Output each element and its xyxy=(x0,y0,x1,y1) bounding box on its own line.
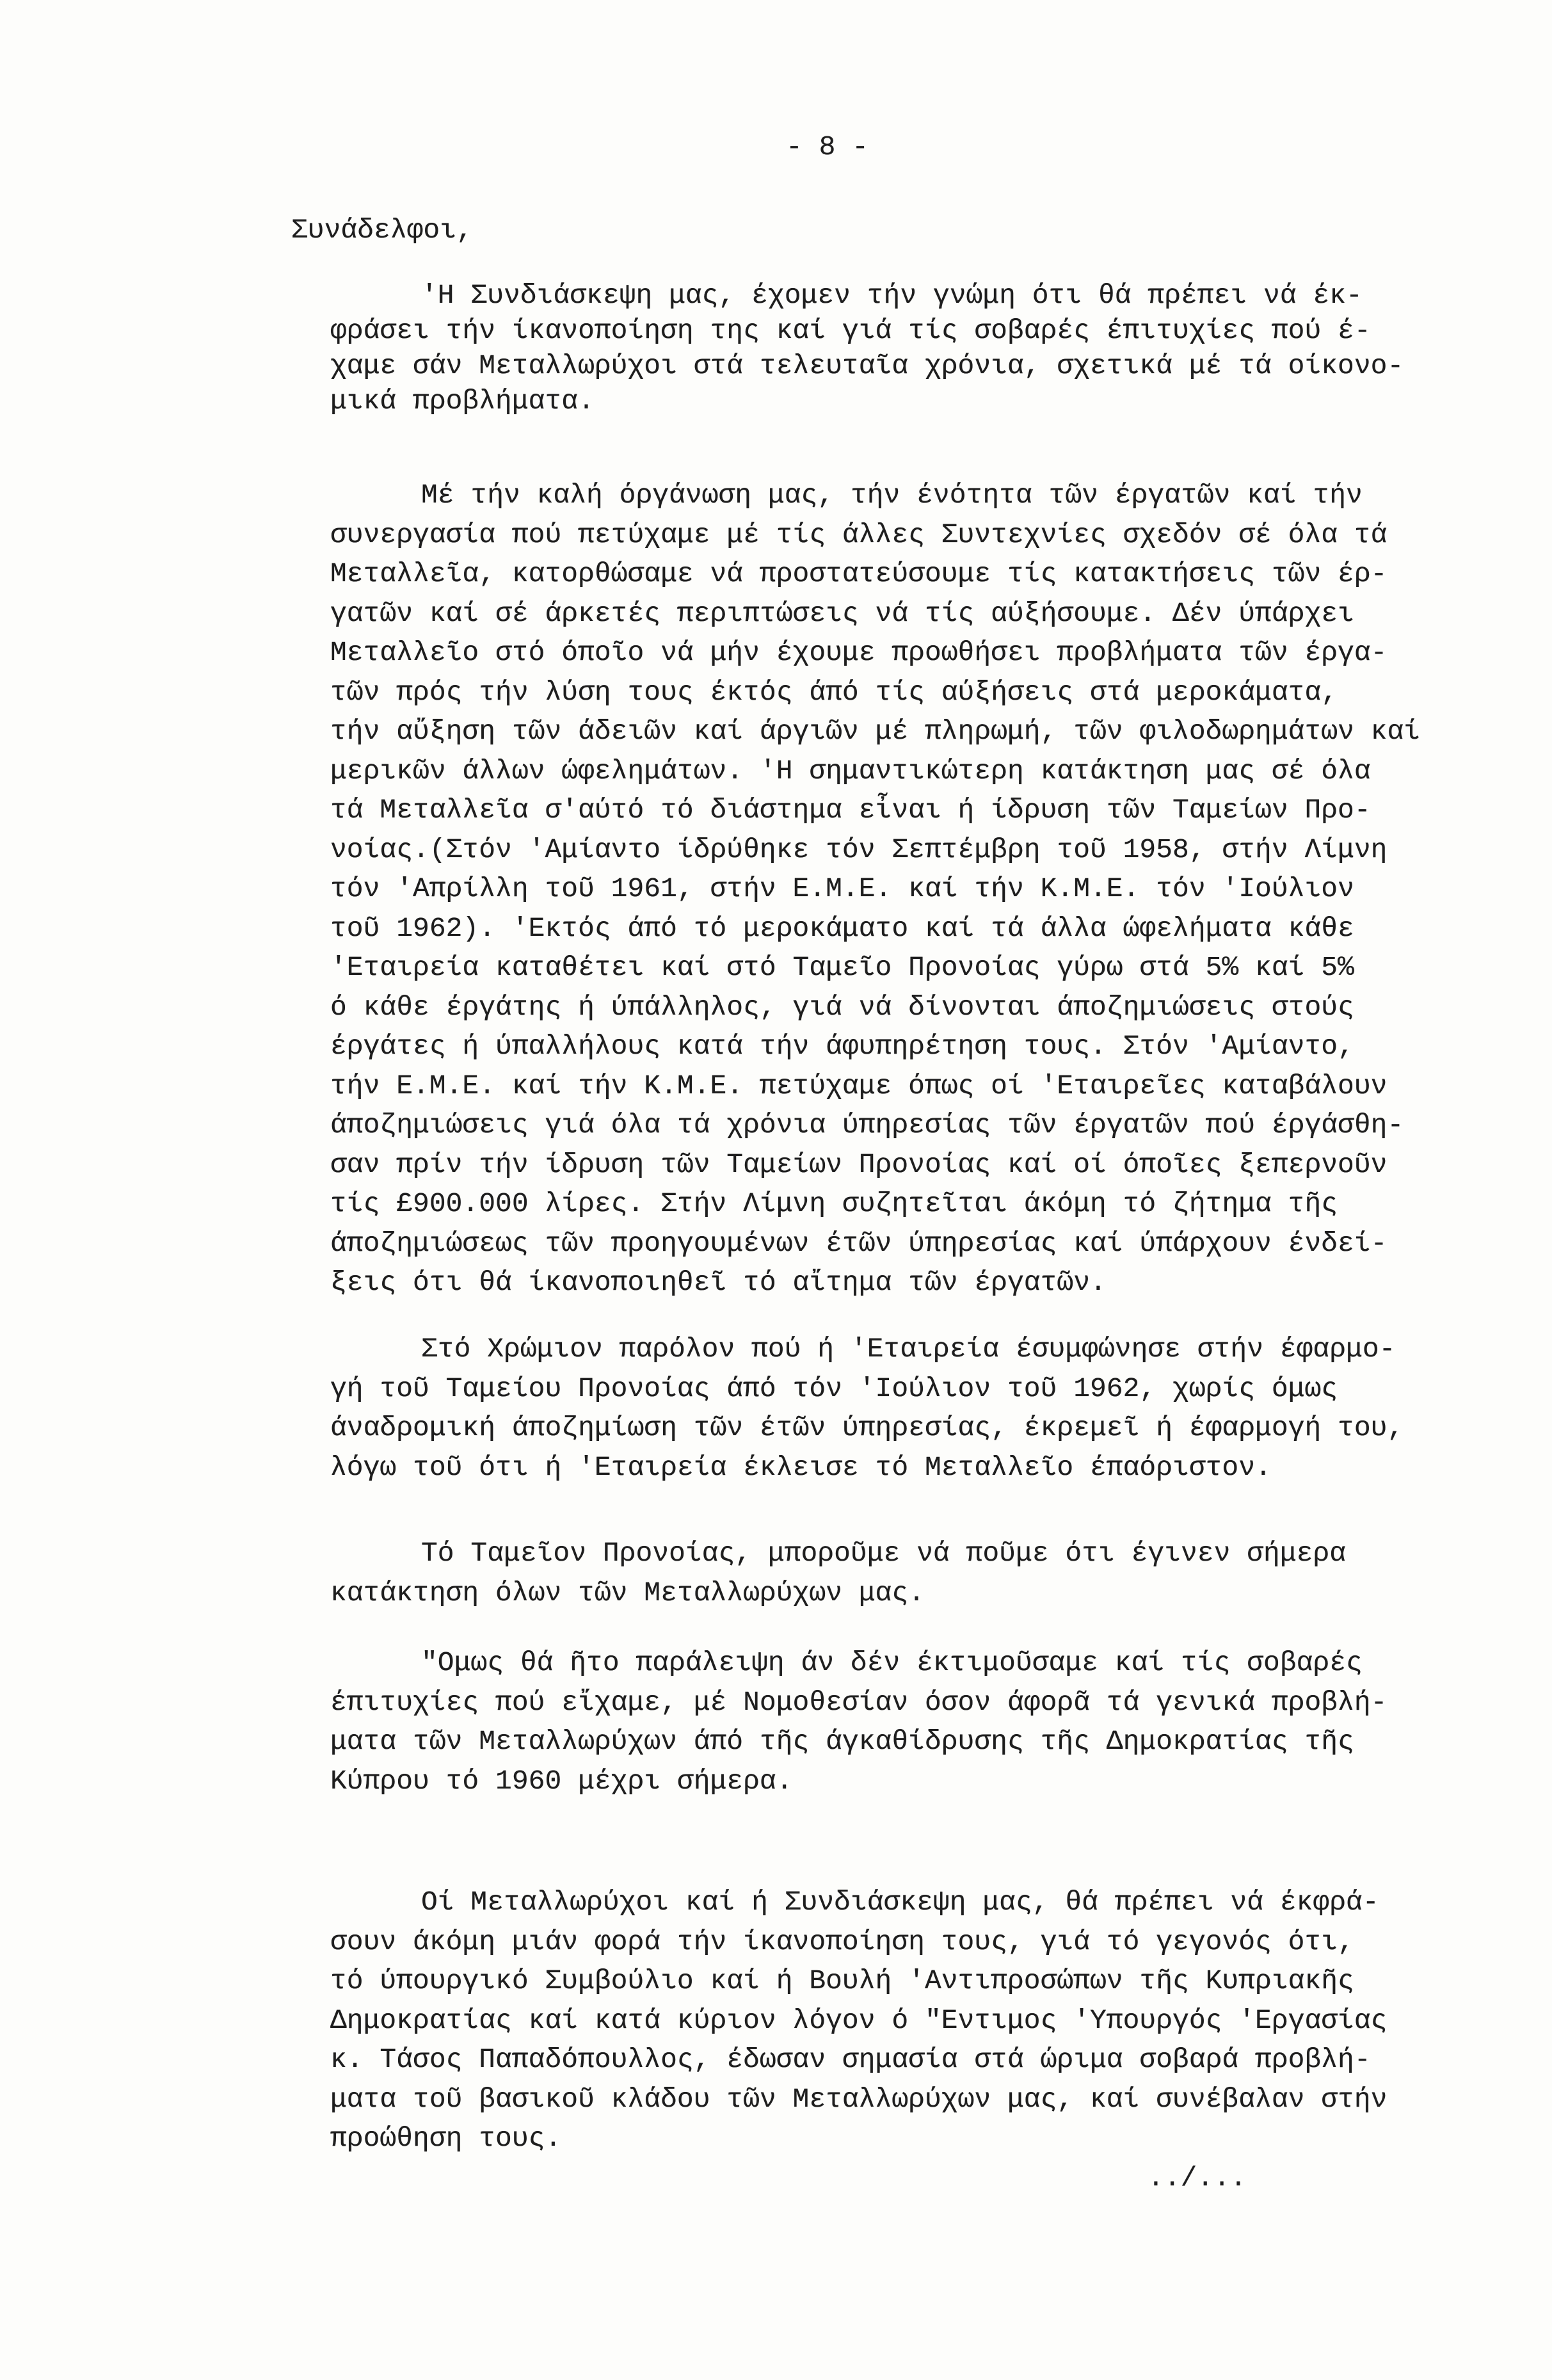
paragraph-4 xyxy=(330,1534,1521,1612)
page-number: - 8 - xyxy=(786,131,869,163)
text-line: τοῦ 1962). 'Εκτός άπό τό μεροκάματο καί τά άλλα ώφελήματα κάθε xyxy=(330,912,1354,944)
paragraph-3 xyxy=(330,1330,1521,1487)
text-line: ματα τοῦ βασικοῦ κλάδου τῶν Μεταλλωρύχων μας, καί συνέβαλαν στήν xyxy=(330,2083,1388,2115)
text-line: τήν αὔξηση τῶν άδειῶν καί άργιῶν μέ πληρωμή, τῶν φιλοδωρημάτων καί xyxy=(330,716,1421,747)
text-line: Μέ τήν καλή όργάνωση μας, τήν ένότητα τῶν έργατῶν καί τήν xyxy=(421,479,1363,511)
text-line: τήν Ε.Μ.Ε. καί τήν Κ.Μ.Ε. πετύχαμε όπως οί 'Εταιρεῖες καταβάλουν xyxy=(330,1070,1388,1102)
salutation: Συνάδελφοι, xyxy=(291,214,473,246)
paragraph-1 xyxy=(330,278,1521,419)
text-line: τά Μεταλλεῖα σ'αύτό τό διάστημα εἶναι ή ίδρυση τῶν Ταμείων Προ- xyxy=(330,794,1371,826)
continuation-mark: ../... xyxy=(1148,2162,1247,2194)
text-line: 'Εταιρεία καταθέτει καί στό Ταμεῖο Προνοίας γύρω στά 5% καί 5% xyxy=(330,952,1354,983)
text-line: άποζημιώσεως τῶν προηγουμένων έτῶν ύπηρεσίας καί ύπάρχουν ένδεί- xyxy=(330,1227,1388,1259)
paragraph-6 xyxy=(330,1883,1521,2159)
text-line: μερικῶν άλλων ώφελημάτων. 'Η σημαντικώτερη κατάκτηση μας σέ όλα xyxy=(330,755,1371,787)
text-line: ξεις ότι θά ίκανοποιηθεῖ τό αἴτημα τῶν έργατῶν. xyxy=(330,1267,1107,1298)
paragraph-5 xyxy=(330,1643,1521,1801)
text-line: ό κάθε έργάτης ή ύπάλληλος, γιά νά δίνονται άποζημιώσεις στούς xyxy=(330,991,1354,1023)
text-line: 'Η Συνδιάσκεψη μας, έχομεν τήν γνώμη ότι θά πρέπει νά έκ- xyxy=(421,280,1363,311)
text-line: σουν άκόμη μιάν φορά τήν ίκανοποίηση τους, γιά τό γεγονός ότι, xyxy=(330,1926,1354,1958)
text-line: "Ομως θά ῆτο παράλειψη άν δέν έκτιμοῦσαμε καί τίς σοβαρές xyxy=(421,1647,1363,1678)
text-line: άποζημιώσεις γιά όλα τά χρόνια ύπηρεσίας τῶν έργατῶν πού έργάσθη- xyxy=(330,1109,1404,1141)
text-line: τῶν πρός τήν λύση τους έκτός άπό τίς αύξήσεις στά μεροκάματα, xyxy=(330,676,1338,708)
text-line: τίς £900.000 λίρες. Στήν Λίμνη συζητεῖται άκόμη τό ζήτημα τῆς xyxy=(330,1188,1338,1219)
text-line: λόγω τοῦ ότι ή 'Εταιρεία έκλεισε τό Μεταλλεῖο έπαόριστον. xyxy=(330,1451,1272,1483)
paragraph-2 xyxy=(330,476,1521,1303)
text-line: συνεργασία πού πετύχαμε μέ τίς άλλες Συντεχνίες σχεδόν σέ όλα τά xyxy=(330,519,1388,551)
text-line: προώθηση τους. xyxy=(330,2123,562,2154)
text-line: τόν 'Απρίλλη τοῦ 1961, στήν Ε.Μ.Ε. καί τήν Κ.Μ.Ε. τόν 'Ιούλιον xyxy=(330,873,1354,905)
text-line: νοίας.(Στόν 'Αμίαντο ίδρύθηκε τόν Σεπτέμβρη τοῦ 1958, στήν Λίμνη xyxy=(330,833,1388,865)
text-line: Οί Μεταλλωρύχοι καί ή Συνδιάσκεψη μας, θά πρέπει νά έκφρά- xyxy=(421,1886,1379,1918)
text-line: μικά προβλήματα. xyxy=(330,385,595,417)
text-line: σαν πρίν τήν ίδρυση τῶν Ταμείων Προνοίας καί οί όποῖες ξεπερνοῦν xyxy=(330,1148,1388,1180)
text-line: Μεταλλεῖα, κατορθώσαμε νά προστατεύσουμε τίς κατακτήσεις τῶν έρ- xyxy=(330,558,1388,590)
text-line: γατῶν καί σέ άρκετές περιπτώσεις νά τίς αύξήσουμε. Δέν ύπάρχει xyxy=(330,597,1354,629)
text-line: έπιτυχίες πού εἴχαμε, μέ Νομοθεσίαν όσον άφορᾶ τά γενικά προβλή- xyxy=(330,1686,1388,1718)
text-line: κ. Τάσος Παπαδόπουλλος, έδωσαν σημασία στά ώριμα σοβαρά προβλή- xyxy=(330,2044,1371,2075)
text-line: άναδρομική άποζημίωση τῶν έτῶν ύπηρεσίας, έκρεμεῖ ή έφαρμογή του, xyxy=(330,1412,1404,1443)
text-line: κατάκτηση όλων τῶν Μεταλλωρύχων μας. xyxy=(330,1577,925,1609)
text-line: Μεταλλεῖο στό όποῖο νά μήν έχουμε προωθήσει προβλήματα τῶν έργα- xyxy=(330,637,1388,668)
text-line: Δημοκρατίας καί κατά κύριον λόγον ό "Εντιμος 'Υπουργός 'Εργασίας xyxy=(330,2004,1388,2036)
text-line: χαμε σάν Μεταλλωρύχοι στά τελευταῖα χρόνια, σχετικά μέ τά οίκονο- xyxy=(330,350,1404,382)
text-line: τό ύπουργικό Συμβούλιο καί ή Βουλή 'Αντιπροσώπων τῆς Κυπριακῆς xyxy=(330,1965,1354,1997)
text-line: γή τοῦ Ταμείου Προνοίας άπό τόν 'Ιούλιον τοῦ 1962, χωρίς όμως xyxy=(330,1372,1338,1404)
text-line: ματα τῶν Μεταλλωρύχων άπό τῆς άγκαθίδρυσης τῆς Δημοκρατίας τῆς xyxy=(330,1726,1354,1757)
text-line: φράσει τήν ίκανοποίηση της καί γιά τίς σοβαρές έπιτυχίες πού έ- xyxy=(330,315,1371,346)
text-line: Κύπρου τό 1960 μέχρι σήμερα. xyxy=(330,1765,793,1797)
text-line: έργάτες ή ύπαλλήλους κατά τήν άφυπηρέτηση τους. Στόν 'Αμίαντο, xyxy=(330,1031,1354,1062)
text-line: Στό Χρώμιον παρόλον πού ή 'Εταιρεία έσυμφώνησε στήν έφαρμο- xyxy=(421,1333,1396,1365)
text-line: Τό Ταμεῖον Προνοίας, μποροῦμε νά ποῦμε ότι έγινεν σήμερα xyxy=(421,1538,1347,1569)
